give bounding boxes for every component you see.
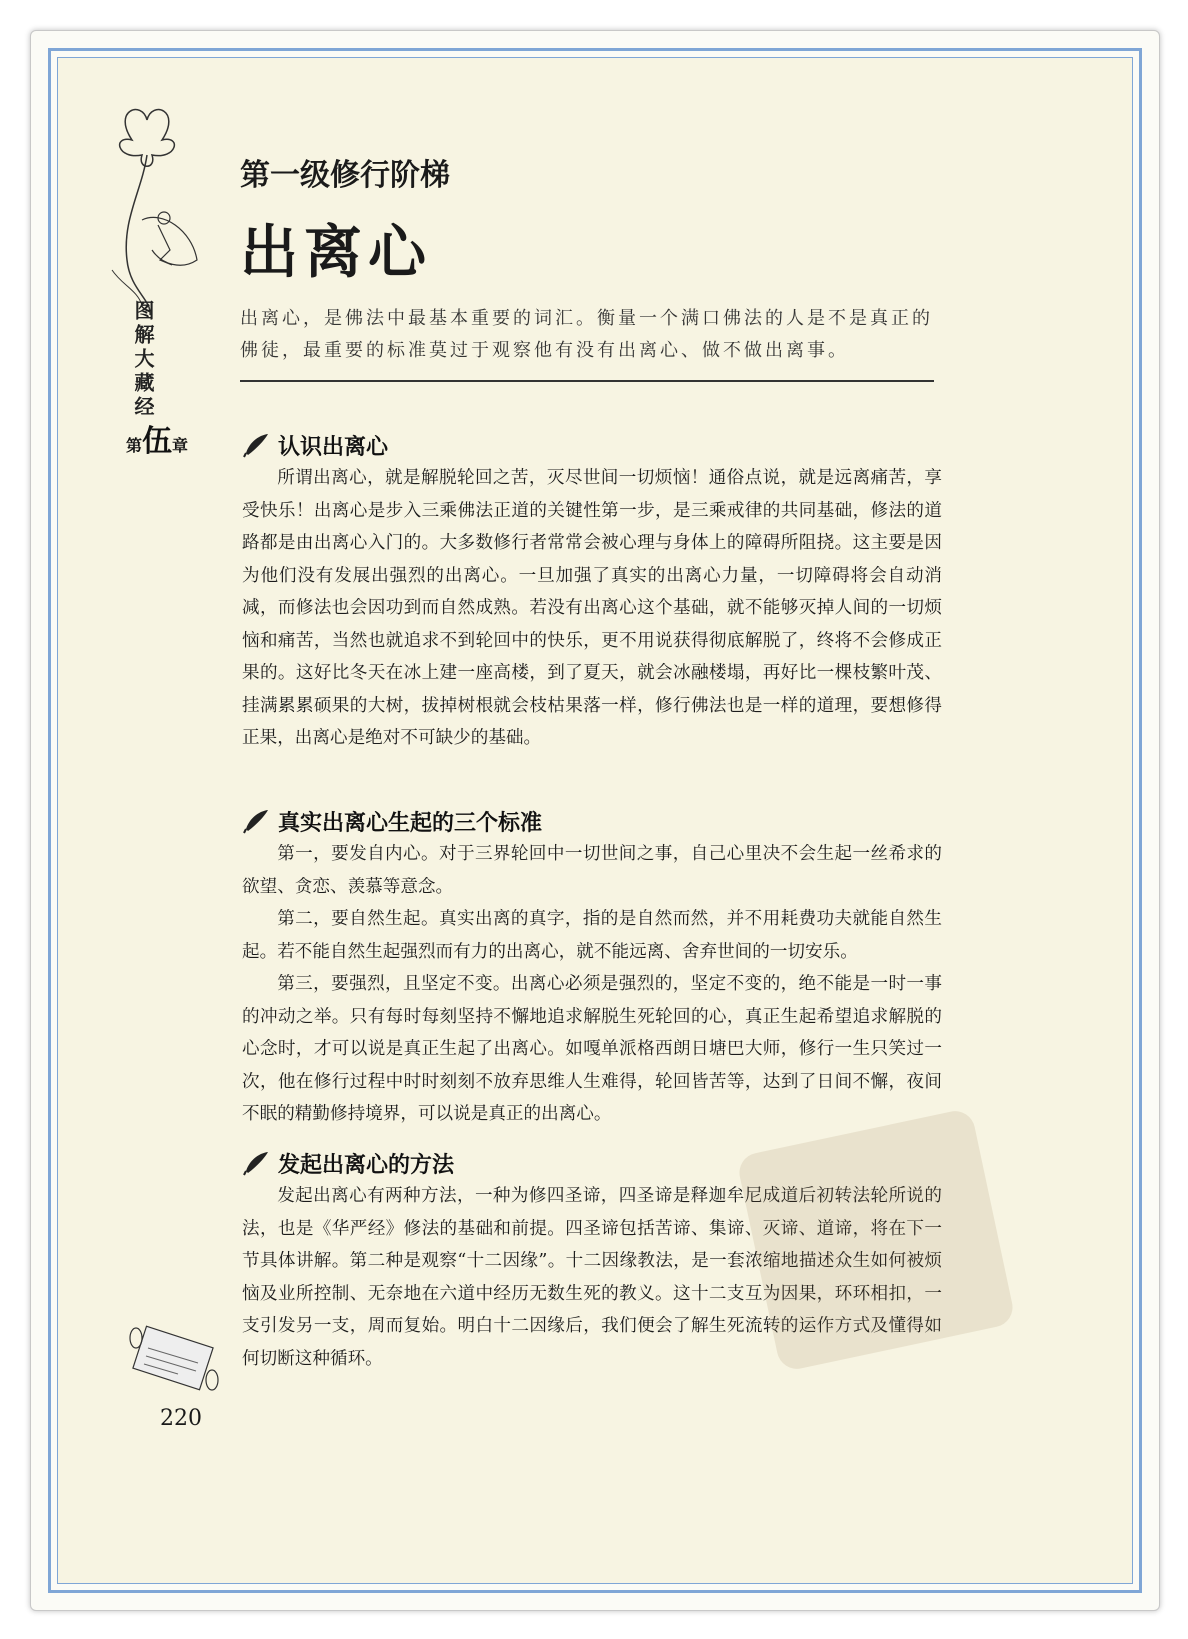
lotus-figure-icon [72, 100, 222, 320]
section-heading [242, 804, 942, 838]
intro-text: 出离心，是佛法中最基本重要的词汇。衡量一个满口佛法的人是不是真正的佛徒，最重要的标准莫过于观察他有没有出离心、做不做出离事。 [240, 308, 933, 361]
chapter-number: 伍 [142, 424, 173, 459]
section-heading-text: 真实出离心生起的三个标准 [278, 810, 543, 836]
scroll-icon [118, 1318, 228, 1398]
brush-icon [242, 807, 272, 835]
chapter-prefix: 第 [126, 436, 143, 455]
chapter-suffix: 章 [172, 436, 189, 455]
chapter-badge [126, 416, 188, 460]
section-heading-text: 发起出离心的方法 [278, 1152, 455, 1178]
section-criteria [242, 804, 942, 1131]
section-recognize [242, 428, 942, 755]
page-number: 220 [160, 1406, 202, 1431]
brush-icon [242, 431, 272, 459]
divider [240, 380, 934, 382]
watermark-seal-icon [736, 1110, 1016, 1370]
section-heading [242, 428, 942, 462]
section-paragraph: 第一，要发自内心。对于三界轮回中一切世间之事，自己心里决不会生起一丝希求的欲望、贪恋、羡慕等意念。 [242, 844, 942, 897]
page-subtitle: 第一级修行阶梯 [240, 158, 450, 193]
section-paragraph: 第三，要强烈，且坚定不变。出离心必须是强烈的，坚定不变的，绝不能是一时一事的冲动之举。只有每时每刻坚持不懈地追求解脱生死轮回的心，真正生起希望追求解脱的心念时，才可以说是真正生起了出离心。如嘎单派格西朗日塘巴大师，修行一生只笑过一次，他在修行过程中时时刻刻不放弃思维人生难得，轮回皆苦等，达到了日间不懈，夜间不眠的精勤修持境界，可以说是真正的出离心。 [242, 974, 942, 1124]
section-paragraph: 发起出离心有两种方法，一种为修四圣谛，四圣谛是释迦牟尼成道后初转法轮所说的法，也是《华严经》修法的基础和前提。四圣谛包括苦谛、集谛、灭谛、道谛，将在下一节具体讲解。第二种是观察“十二因缘”。十二因缘教法，是一套浓缩地描述众生如何被烦恼及业所控制、无奈地在六道中经历无数生死的教义。这十二支互为因果，环环相扣，一支引发另一支，周而复始。明白十二因缘后，我们便会了解生死流转的运作方式及懂得如何切断这种循环。 [242, 1186, 942, 1369]
section-paragraph: 所谓出离心，就是解脱轮回之苦，灭尽世间一切烦恼！通俗点说，就是远离痛苦，享受快乐！出离心是步入三乘佛法正道的关键性第一步，是三乘戒律的共同基础，修法的道路都是由出离心入门的。大多数修行者常常会被心理与身体上的障碍所阻挠。这主要是因为他们没有发展出强烈的出离心。一旦加强了真实的出离心力量，一切障碍将会自动消减，而修法也会因功到而自然成熟。若没有出离心这个基础，就不能够灭掉人间的一切烦恼和痛苦，当然也就追求不到轮回中的快乐，更不用说获得彻底解脱了，终将不会修成正果的。这好比冬天在冰上建一座高楼，到了夏天，就会冰融楼塌，再好比一棵枝繁叶茂、挂满累累硕果的大树，拔掉树根就会枝枯果落一样，修行佛法也是一样的道理，要想修得正果，出离心是绝对不可缺少的基础。 [242, 468, 942, 748]
book-label: 图解大藏经 [131, 300, 155, 420]
section-paragraph: 第二，要自然生起。真实出离的真字，指的是自然而然，并不用耗费功夫就能自然生起。若不能自然生起强烈而有力的出离心，就不能远离、舍弃世间的一切安乐。 [242, 909, 942, 962]
brush-icon [242, 1149, 272, 1177]
page-title: 出离心 [240, 218, 433, 286]
section-heading-text: 认识出离心 [278, 434, 389, 460]
